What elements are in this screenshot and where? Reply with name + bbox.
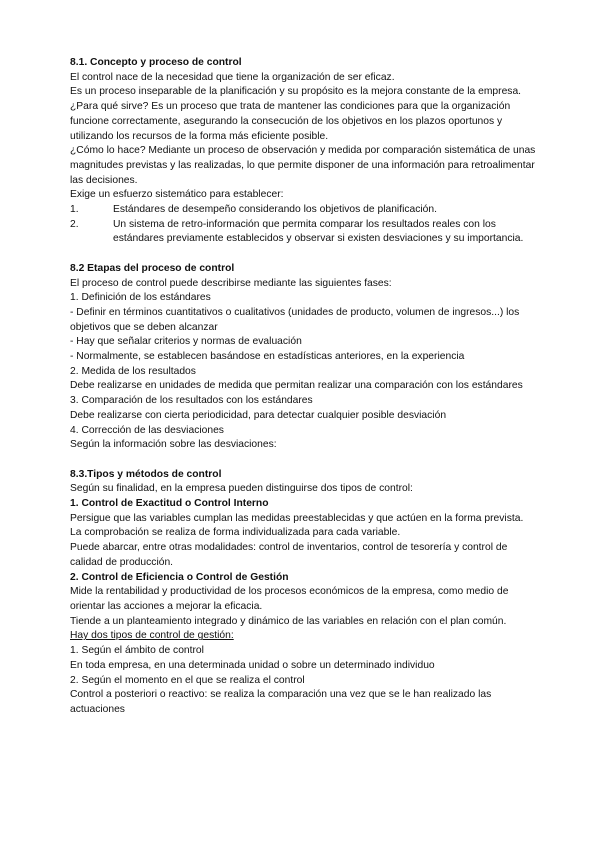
spacer — [70, 247, 540, 262]
paragraph: Según su finalidad, en la empresa pueden distinguirse dos tipos de control: — [70, 483, 413, 495]
paragraph: Tiende a un planteamiento integrado y dinámico de las variables en relación con el plan común. — [70, 615, 507, 627]
paragraph: ¿Cómo lo hace? Mediante un proceso de observación y medida por comparación sistemática de unas magnitudes previstas y las realizadas, lo que permite disponer de una información para retroalimentar las decisiones. — [70, 145, 536, 186]
section-8-2 — [70, 262, 540, 453]
paragraph: Debe realizarse en unidades de medida que permitan realizar una comparación con los estándares — [70, 380, 523, 392]
item-number: 1. — [70, 204, 79, 216]
section-8-1 — [70, 56, 540, 247]
item-text: Un sistema de retro-información que permita comparar los resultados reales con los estándares previamente establecidos y observar si existen desviaciones y su importancia. — [113, 218, 524, 245]
section-8-3 — [70, 468, 540, 718]
paragraph: La comprobación se realiza de forma individualizada para cada variable. — [70, 527, 401, 539]
paragraph: ¿Para qué sirve? Es un proceso que trata de mantener las condiciones para que la organización funcione correctamente, asegurando la consecución de los objetivos en los plazos oportunos y utilizando los recursos de la forma más eficiente posible. — [70, 101, 511, 142]
paragraph: El control nace de la necesidad que tiene la organización de ser eficaz. — [70, 71, 395, 83]
subsection-heading: 1. Control de Exactitud o Control Interno — [70, 498, 269, 510]
paragraph: Debe realizarse con cierta periodicidad, para detectar cualquier posible desviación — [70, 409, 447, 421]
paragraph: - Definir en términos cuantitativos o cualitativos (unidades de producto, volumen de ingresos...) los objetivos que se deben alcanzar — [70, 306, 520, 333]
paragraph: Exige un esfuerzo sistemático para establecer: — [70, 189, 284, 201]
section-heading: 8.2 Etapas del proceso de control — [70, 262, 235, 274]
section-heading: 8.3.Tipos y métodos de control — [70, 468, 222, 480]
item-number: 2. — [70, 218, 79, 230]
paragraph: En toda empresa, en una determinada unidad o sobre un determinado individuo — [70, 659, 435, 671]
paragraph: Control a posteriori o reactivo: se realiza la comparación una vez que se le han realizado las actuaciones — [70, 689, 492, 715]
paragraph: 1. Según el ámbito de control — [70, 645, 204, 657]
paragraph: 1. Definición de los estándares — [70, 292, 211, 304]
paragraph: El proceso de control puede describirse mediante las siguientes fases: — [70, 277, 392, 289]
paragraph: - Normalmente, se establecen basándose en estadísticas anteriores, en la experiencia — [70, 351, 465, 363]
underlined-label: Hay dos tipos de control de gestión: — [70, 630, 234, 642]
paragraph: Es un proceso inseparable de la planificación y su propósito es la mejora constante de la empresa. — [70, 86, 522, 98]
paragraph: Puede abarcar, entre otras modalidades: control de inventarios, control de tesorería y control de calidad de producción. — [70, 542, 508, 568]
paragraph: 3. Comparación de los resultados con los estándares — [70, 395, 313, 407]
section-heading: 8.1. Concepto y proceso de control — [70, 57, 242, 68]
paragraph: 2. Según el momento en el que se realiza el control — [70, 674, 305, 686]
paragraph: Mide la rentabilidad y productividad de los procesos económicos de la empresa, como medio de orientar las acciones a mejorar la eficacia. — [70, 586, 509, 612]
paragraph: - Hay que señalar criterios y normas de evaluación — [70, 336, 302, 348]
paragraph: 4. Corrección de las desviaciones — [70, 424, 224, 436]
item-text: Estándares de desempeño considerando los objetivos de planificación. — [113, 204, 437, 216]
paragraph: Según la información sobre las desviaciones: — [70, 439, 277, 451]
subsection-heading: 2. Control de Eficiencia o Control de Gestión — [70, 571, 289, 583]
paragraph: 2. Medida de los resultados — [70, 365, 196, 377]
paragraph: Persigue que las variables cumplan las medidas preestablecidas y que actúen en la forma prevista. — [70, 512, 524, 524]
document-page — [70, 56, 540, 718]
spacer — [70, 453, 540, 468]
numbered-item — [70, 203, 540, 218]
numbered-item — [70, 218, 540, 247]
